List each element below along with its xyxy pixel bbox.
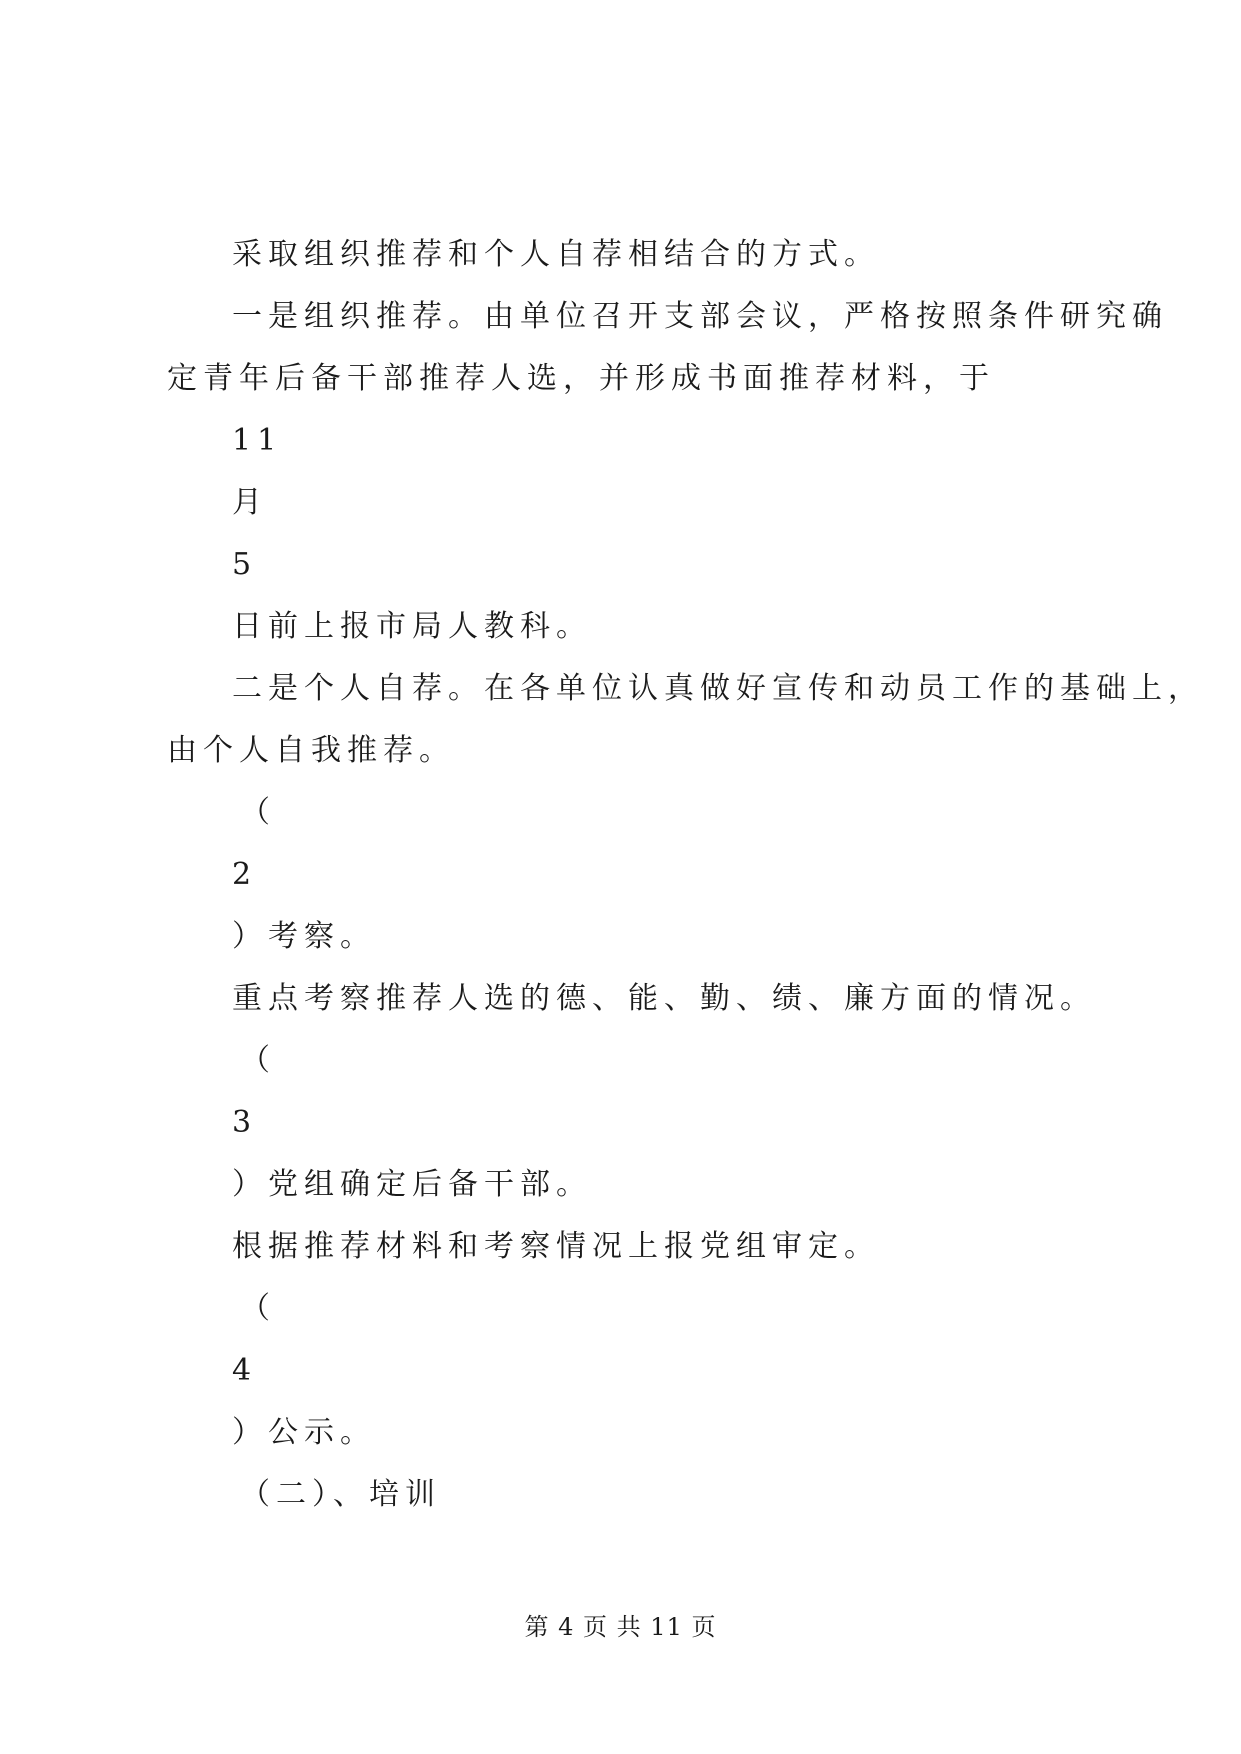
paragraph-line-11: 2	[232, 857, 258, 892]
paragraph-line-10: （	[240, 795, 276, 830]
paragraph-line-19: 4	[232, 1353, 258, 1388]
paragraph-line-15: 3	[232, 1105, 258, 1140]
paragraph-line-6: 5	[232, 547, 258, 582]
paragraph-line-17: 根据推荐材料和考察情况上报党组审定。	[232, 1229, 880, 1264]
paragraph-line-14: （	[240, 1043, 276, 1078]
paragraph-line-8: 二是个人自荐。在各单位认真做好宣传和动员工作的基础上，	[232, 671, 1204, 706]
paragraph-line-9: 由个人自我推荐。	[167, 733, 455, 768]
paragraph-line-3: 定青年后备干部推荐人选，并形成书面推荐材料，于	[167, 361, 995, 396]
paragraph-line-13: 重点考察推荐人选的德、能、勤、绩、廉方面的情况。	[232, 981, 1096, 1016]
paragraph-line-4: 11	[232, 423, 283, 458]
paragraph-line-12: ）考察。	[232, 919, 376, 954]
paragraph-line-5: 月	[232, 485, 268, 520]
paragraph-line-2: 一是组织推荐。由单位召开支部会议，严格按照条件研究确	[232, 299, 1168, 334]
paragraph-line-1: 采取组织推荐和个人自荐相结合的方式。	[232, 237, 880, 272]
paragraph-line-18: （	[240, 1291, 276, 1326]
page-footer: 第 4 页 共 11 页	[524, 1613, 717, 1641]
paragraph-line-16: ）党组确定后备干部。	[232, 1167, 592, 1202]
paragraph-line-20: ）公示。	[232, 1415, 376, 1450]
paragraph-line-7: 日前上报市局人教科。	[232, 609, 592, 644]
section-heading: （二）、培训	[240, 1477, 441, 1512]
